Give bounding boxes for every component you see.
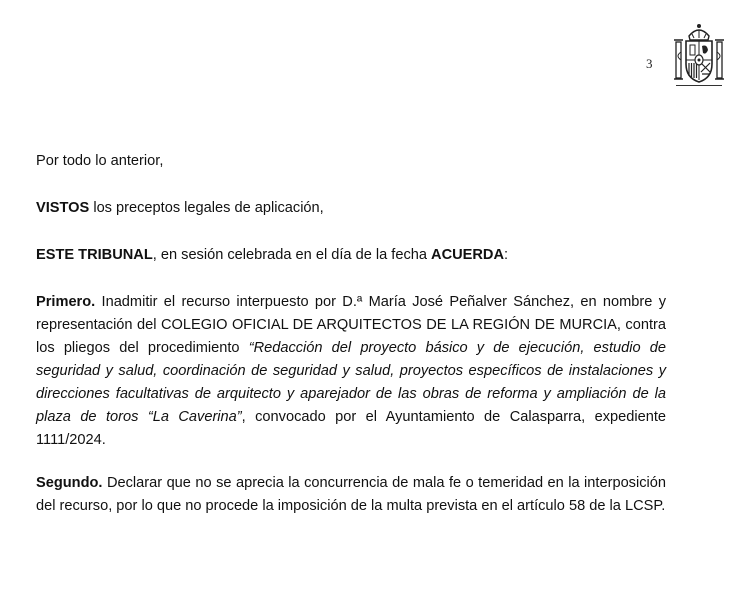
procedure-title: “Redacción del proyecto básico y de ejecución, estudio de seguridad y salud, coordinación de seguridad y salud, proyectos específicos de instalaciones y direcciones facultativas de arquitecto y aparejador de las obras de reforma y ampliación de la plaza de toros “La Caverina”: [36, 340, 666, 425]
primero-paragraph: [36, 291, 666, 452]
segundo-label: Segundo.: [36, 475, 103, 491]
intro-text: Por todo lo anterior,: [36, 153, 164, 169]
tribunal-paragraph: [36, 244, 666, 267]
tribunal-colon: :: [504, 247, 509, 263]
primero-text-end: , convocado por el Ayuntamiento de Calasparra, expediente 1111/2024.: [36, 409, 666, 448]
document-body: [36, 150, 666, 538]
intro-paragraph: [36, 150, 666, 173]
segundo-paragraph: [36, 472, 666, 518]
primero-label: Primero.: [36, 294, 96, 310]
header-rule: [676, 85, 722, 86]
segundo-text: Declarar que no se aprecia la concurrencia de mala fe o temeridad en la interposición del recurso, por lo que no procede la imposición de la multa prevista en el artículo 58 de la LCSP.: [36, 475, 666, 514]
vistos-label: VISTOS: [36, 200, 90, 216]
spain-coat-of-arms-icon: [672, 22, 726, 86]
page-number: 3: [646, 56, 653, 71]
primero-text: Inadmitir el recurso interpuesto por D.ª María José Peñalver Sánchez, en nombre y representación del COLEGIO OFICIAL DE ARQUITECTOS DE LA REGIÓN DE MURCIA, contra los pliegos del procedimiento: [36, 294, 666, 356]
tribunal-label: ESTE TRIBUNAL: [36, 247, 153, 263]
vistos-paragraph: [36, 197, 666, 220]
vistos-text: los preceptos legales de aplicación,: [89, 200, 324, 216]
tribunal-text: , en sesión celebrada en el día de la fecha: [152, 247, 432, 263]
acuerda-label: ACUERDA: [431, 247, 505, 263]
